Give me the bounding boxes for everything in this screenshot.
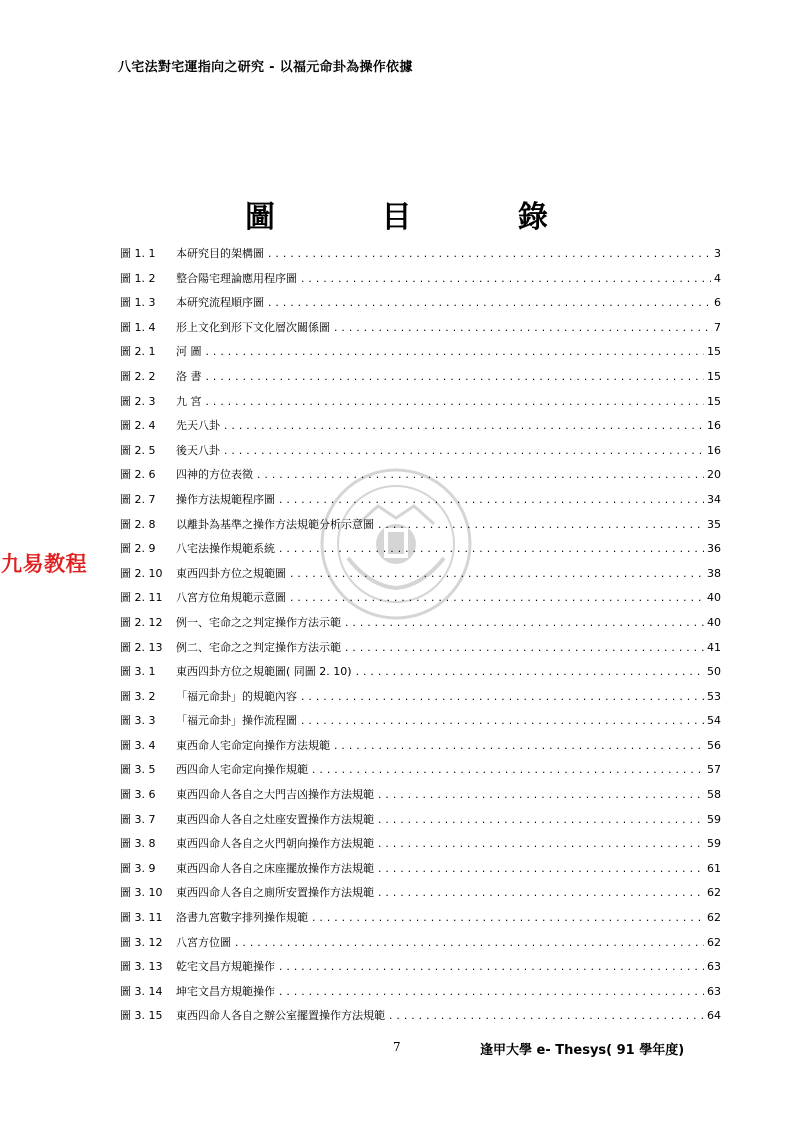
toc-entry-page: 59 xyxy=(707,812,721,826)
table-of-figures xyxy=(120,244,721,1031)
toc-dot-leader xyxy=(205,368,705,388)
toc-entry-title: 四神的方位表徵 xyxy=(176,468,253,482)
toc-entry-number: 圖 3. 15 xyxy=(120,1009,163,1023)
toc-entry[interactable] xyxy=(120,982,721,1007)
toc-entry-page: 41 xyxy=(707,640,721,654)
toc-entry[interactable] xyxy=(120,293,721,318)
toc-entry[interactable] xyxy=(120,613,721,638)
toc-entry-number: 圖 2. 4 xyxy=(120,419,156,433)
toc-dot-leader xyxy=(278,983,704,1003)
toc-dot-leader xyxy=(377,516,704,536)
toc-entry[interactable] xyxy=(120,588,721,613)
toc-entry[interactable] xyxy=(120,367,721,392)
toc-entry-number: 圖 1. 3 xyxy=(120,296,156,310)
toc-entry-number: 圖 3. 8 xyxy=(120,837,156,851)
toc-entry-page: 35 xyxy=(707,517,721,531)
toc-entry-page: 15 xyxy=(707,345,721,359)
toc-entry[interactable] xyxy=(120,539,721,564)
toc-entry[interactable] xyxy=(120,490,721,515)
toc-entry[interactable] xyxy=(120,416,721,441)
toc-entry-number: 圖 2. 10 xyxy=(120,566,163,580)
toc-entry-title: 九 宮 xyxy=(176,394,202,408)
toc-entry-number: 圖 3. 11 xyxy=(120,911,163,925)
toc-entry-number: 圖 3. 4 xyxy=(120,738,156,752)
toc-dot-leader xyxy=(377,786,704,806)
toc-dot-leader xyxy=(388,1007,704,1027)
toc-entry-number: 圖 2. 3 xyxy=(120,394,156,408)
toc-entry-title: 坤宅文昌方規範操作 xyxy=(176,984,275,998)
toc-entry-title: 操作方法規範程序圖 xyxy=(176,492,275,506)
toc-entry[interactable] xyxy=(120,933,721,958)
toc-entry-page: 59 xyxy=(707,837,721,851)
toc-dot-leader xyxy=(234,934,704,954)
toc-entry[interactable] xyxy=(120,465,721,490)
toc-entry-number: 圖 1. 2 xyxy=(120,271,156,285)
toc-dot-leader xyxy=(311,761,704,781)
toc-entry-title: 東西四命人各自之床座擺放操作方法規範 xyxy=(176,861,374,875)
toc-entry-number: 圖 2. 11 xyxy=(120,591,163,605)
toc-entry-number: 圖 1. 4 xyxy=(120,320,156,334)
page-number: 7 xyxy=(393,1040,401,1054)
toc-entry-number: 圖 3. 12 xyxy=(120,935,163,949)
toc-entry-page: 40 xyxy=(707,615,721,629)
toc-entry-page: 3 xyxy=(714,247,721,260)
toc-dot-leader xyxy=(333,737,704,757)
toc-dot-leader xyxy=(278,491,704,511)
toc-dot-leader xyxy=(377,811,704,831)
toc-entry-page: 53 xyxy=(707,689,721,703)
toc-entry-title: 八宮方位圖 xyxy=(176,935,231,949)
toc-entry[interactable] xyxy=(120,662,721,687)
toc-dot-leader xyxy=(267,294,711,314)
toc-dot-leader xyxy=(377,884,704,904)
toc-dot-leader xyxy=(355,663,704,683)
toc-dot-leader xyxy=(223,417,704,437)
toc-entry-page: 34 xyxy=(707,492,721,506)
toc-dot-leader xyxy=(300,712,704,732)
toc-entry-title: 河 圖 xyxy=(176,345,202,359)
toc-entry-title: 例一、宅命之之判定操作方法示範 xyxy=(176,615,341,629)
toc-entry-page: 38 xyxy=(707,566,721,580)
toc-entry-number: 圖 3. 1 xyxy=(120,665,156,679)
toc-entry-page: 20 xyxy=(707,468,721,482)
toc-dot-leader xyxy=(278,958,704,978)
toc-entry-page: 16 xyxy=(707,443,721,457)
toc-entry-page: 62 xyxy=(707,935,721,949)
toc-entry[interactable] xyxy=(120,785,721,810)
toc-dot-leader xyxy=(311,909,704,929)
toc-entry-page: 15 xyxy=(707,394,721,408)
toc-entry-title: 整合陽宅理論應用程序圖 xyxy=(176,271,297,285)
toc-entry[interactable] xyxy=(120,834,721,859)
toc-entry-title: 「福元命卦」操作流程圖 xyxy=(176,714,297,728)
toc-entry-page: 62 xyxy=(707,886,721,900)
toc-entry-title: 乾宅文昌方規範操作 xyxy=(176,960,275,974)
toc-entry-page: 36 xyxy=(707,542,721,556)
toc-entry-title: 例二、宅命之之判定操作方法示範 xyxy=(176,640,341,654)
toc-dot-leader xyxy=(205,393,705,413)
toc-entry[interactable] xyxy=(120,441,721,466)
toc-entry-title: 八宅法操作規範系統 xyxy=(176,542,275,556)
toc-entry[interactable] xyxy=(120,515,721,540)
toc-entry-title: 本研究目的架構圖 xyxy=(176,247,264,260)
side-watermark: 九易教程 xyxy=(1,552,87,576)
toc-entry-number: 圖 3. 2 xyxy=(120,689,156,703)
toc-entry-page: 63 xyxy=(707,960,721,974)
toc-entry-page: 7 xyxy=(714,320,721,334)
toc-entry-page: 15 xyxy=(707,369,721,383)
toc-entry-title: 東西四命人各自之火門朝向操作方法規範 xyxy=(176,837,374,851)
toc-entry-number: 圖 3. 5 xyxy=(120,763,156,777)
toc-entry-page: 50 xyxy=(707,665,721,679)
toc-entry[interactable] xyxy=(120,392,721,417)
toc-dot-leader xyxy=(223,442,704,462)
toc-entry-title: 洛 書 xyxy=(176,369,202,383)
toc-entry-title: 東西四命人各自之辦公室擺置操作方法規範 xyxy=(176,1009,385,1023)
toc-entry-page: 54 xyxy=(707,714,721,728)
toc-entry[interactable] xyxy=(120,564,721,589)
toc-dot-leader xyxy=(333,319,711,339)
toc-dot-leader xyxy=(289,565,704,585)
toc-entry-number: 圖 2. 12 xyxy=(120,615,163,629)
toc-entry-title: 西四命人宅命定向操作規範 xyxy=(176,763,308,777)
toc-entry-number: 圖 1. 1 xyxy=(120,247,156,260)
toc-dot-leader xyxy=(377,860,704,880)
page-title: 圖 目 錄 xyxy=(245,200,596,235)
toc-entry-title: 東西四命人各自之大門吉凶操作方法規範 xyxy=(176,788,374,802)
toc-entry-number: 圖 3. 6 xyxy=(120,788,156,802)
toc-entry-number: 圖 2. 5 xyxy=(120,443,156,457)
toc-entry-title: 東西四命人各自之灶座安置操作方法規範 xyxy=(176,812,374,826)
running-head: 八宅法對宅運指向之研究 - 以福元命卦為操作依據 xyxy=(118,60,413,75)
toc-entry-title: 東西命人宅命定向操作方法規範 xyxy=(176,738,330,752)
toc-entry-title: 先天八卦 xyxy=(176,419,220,433)
toc-entry-number: 圖 3. 3 xyxy=(120,714,156,728)
toc-dot-leader xyxy=(344,639,704,659)
toc-dot-leader xyxy=(377,835,704,855)
toc-entry-title: 洛書九宮數字排列操作規範 xyxy=(176,911,308,925)
toc-entry[interactable] xyxy=(120,244,721,269)
toc-dot-leader xyxy=(278,540,704,560)
toc-entry-number: 圖 3. 13 xyxy=(120,960,163,974)
toc-dot-leader xyxy=(289,589,704,609)
toc-entry[interactable] xyxy=(120,342,721,367)
toc-entry[interactable] xyxy=(120,638,721,663)
toc-entry[interactable] xyxy=(120,736,721,761)
toc-entry-page: 62 xyxy=(707,911,721,925)
toc-entry[interactable] xyxy=(120,318,721,343)
toc-entry[interactable] xyxy=(120,908,721,933)
toc-entry-title: 東西四卦方位之規範圖( 同圖 2. 10) xyxy=(176,665,352,679)
toc-entry-page: 4 xyxy=(714,271,721,285)
toc-entry-number: 圖 2. 1 xyxy=(120,345,156,359)
toc-entry[interactable] xyxy=(120,269,721,294)
toc-entry-title: 八宮方位角規範示意圖 xyxy=(176,591,286,605)
toc-entry[interactable] xyxy=(120,711,721,736)
toc-entry-page: 40 xyxy=(707,591,721,605)
toc-dot-leader xyxy=(344,614,704,634)
toc-entry-number: 圖 3. 14 xyxy=(120,984,163,998)
toc-entry-page: 61 xyxy=(707,861,721,875)
toc-entry-number: 圖 2. 13 xyxy=(120,640,163,654)
toc-entry[interactable] xyxy=(120,883,721,908)
toc-entry-number: 圖 3. 9 xyxy=(120,861,156,875)
toc-entry[interactable] xyxy=(120,760,721,785)
toc-entry-page: 64 xyxy=(707,1009,721,1023)
toc-entry-title: 東西四卦方位之規範圖 xyxy=(176,566,286,580)
toc-entry-title: 「福元命卦」的規範內容 xyxy=(176,689,297,703)
toc-entry-number: 圖 2. 2 xyxy=(120,369,156,383)
toc-dot-leader xyxy=(205,343,705,363)
toc-entry-number: 圖 2. 6 xyxy=(120,468,156,482)
toc-entry-page: 57 xyxy=(707,763,721,777)
toc-entry-page: 16 xyxy=(707,419,721,433)
toc-dot-leader xyxy=(256,466,704,486)
toc-dot-leader xyxy=(267,245,711,265)
toc-entry-page: 58 xyxy=(707,788,721,802)
toc-entry[interactable] xyxy=(120,957,721,982)
toc-entry-number: 圖 3. 10 xyxy=(120,886,163,900)
toc-entry-title: 後天八卦 xyxy=(176,443,220,457)
footer-school: 逢甲大學 e- Thesys( 91 學年度) xyxy=(480,1043,685,1058)
toc-entry-number: 圖 2. 9 xyxy=(120,542,156,556)
toc-dot-leader xyxy=(300,688,704,708)
toc-entry[interactable] xyxy=(120,1006,721,1031)
toc-entry[interactable] xyxy=(120,859,721,884)
toc-dot-leader xyxy=(300,270,711,290)
toc-entry-page: 6 xyxy=(714,296,721,310)
toc-entry-title: 東西四命人各自之廁所安置操作方法規範 xyxy=(176,886,374,900)
toc-entry[interactable] xyxy=(120,687,721,712)
toc-entry-number: 圖 2. 7 xyxy=(120,492,156,506)
toc-entry-page: 56 xyxy=(707,738,721,752)
toc-entry-title: 本研究流程順序圖 xyxy=(176,296,264,310)
toc-entry[interactable] xyxy=(120,810,721,835)
toc-entry-number: 圖 2. 8 xyxy=(120,517,156,531)
toc-entry-number: 圖 3. 7 xyxy=(120,812,156,826)
toc-entry-title: 形上文化到形下文化層次關係圖 xyxy=(176,320,330,334)
toc-entry-page: 63 xyxy=(707,984,721,998)
toc-entry-title: 以離卦為基準之操作方法規範分析示意圖 xyxy=(176,517,374,531)
